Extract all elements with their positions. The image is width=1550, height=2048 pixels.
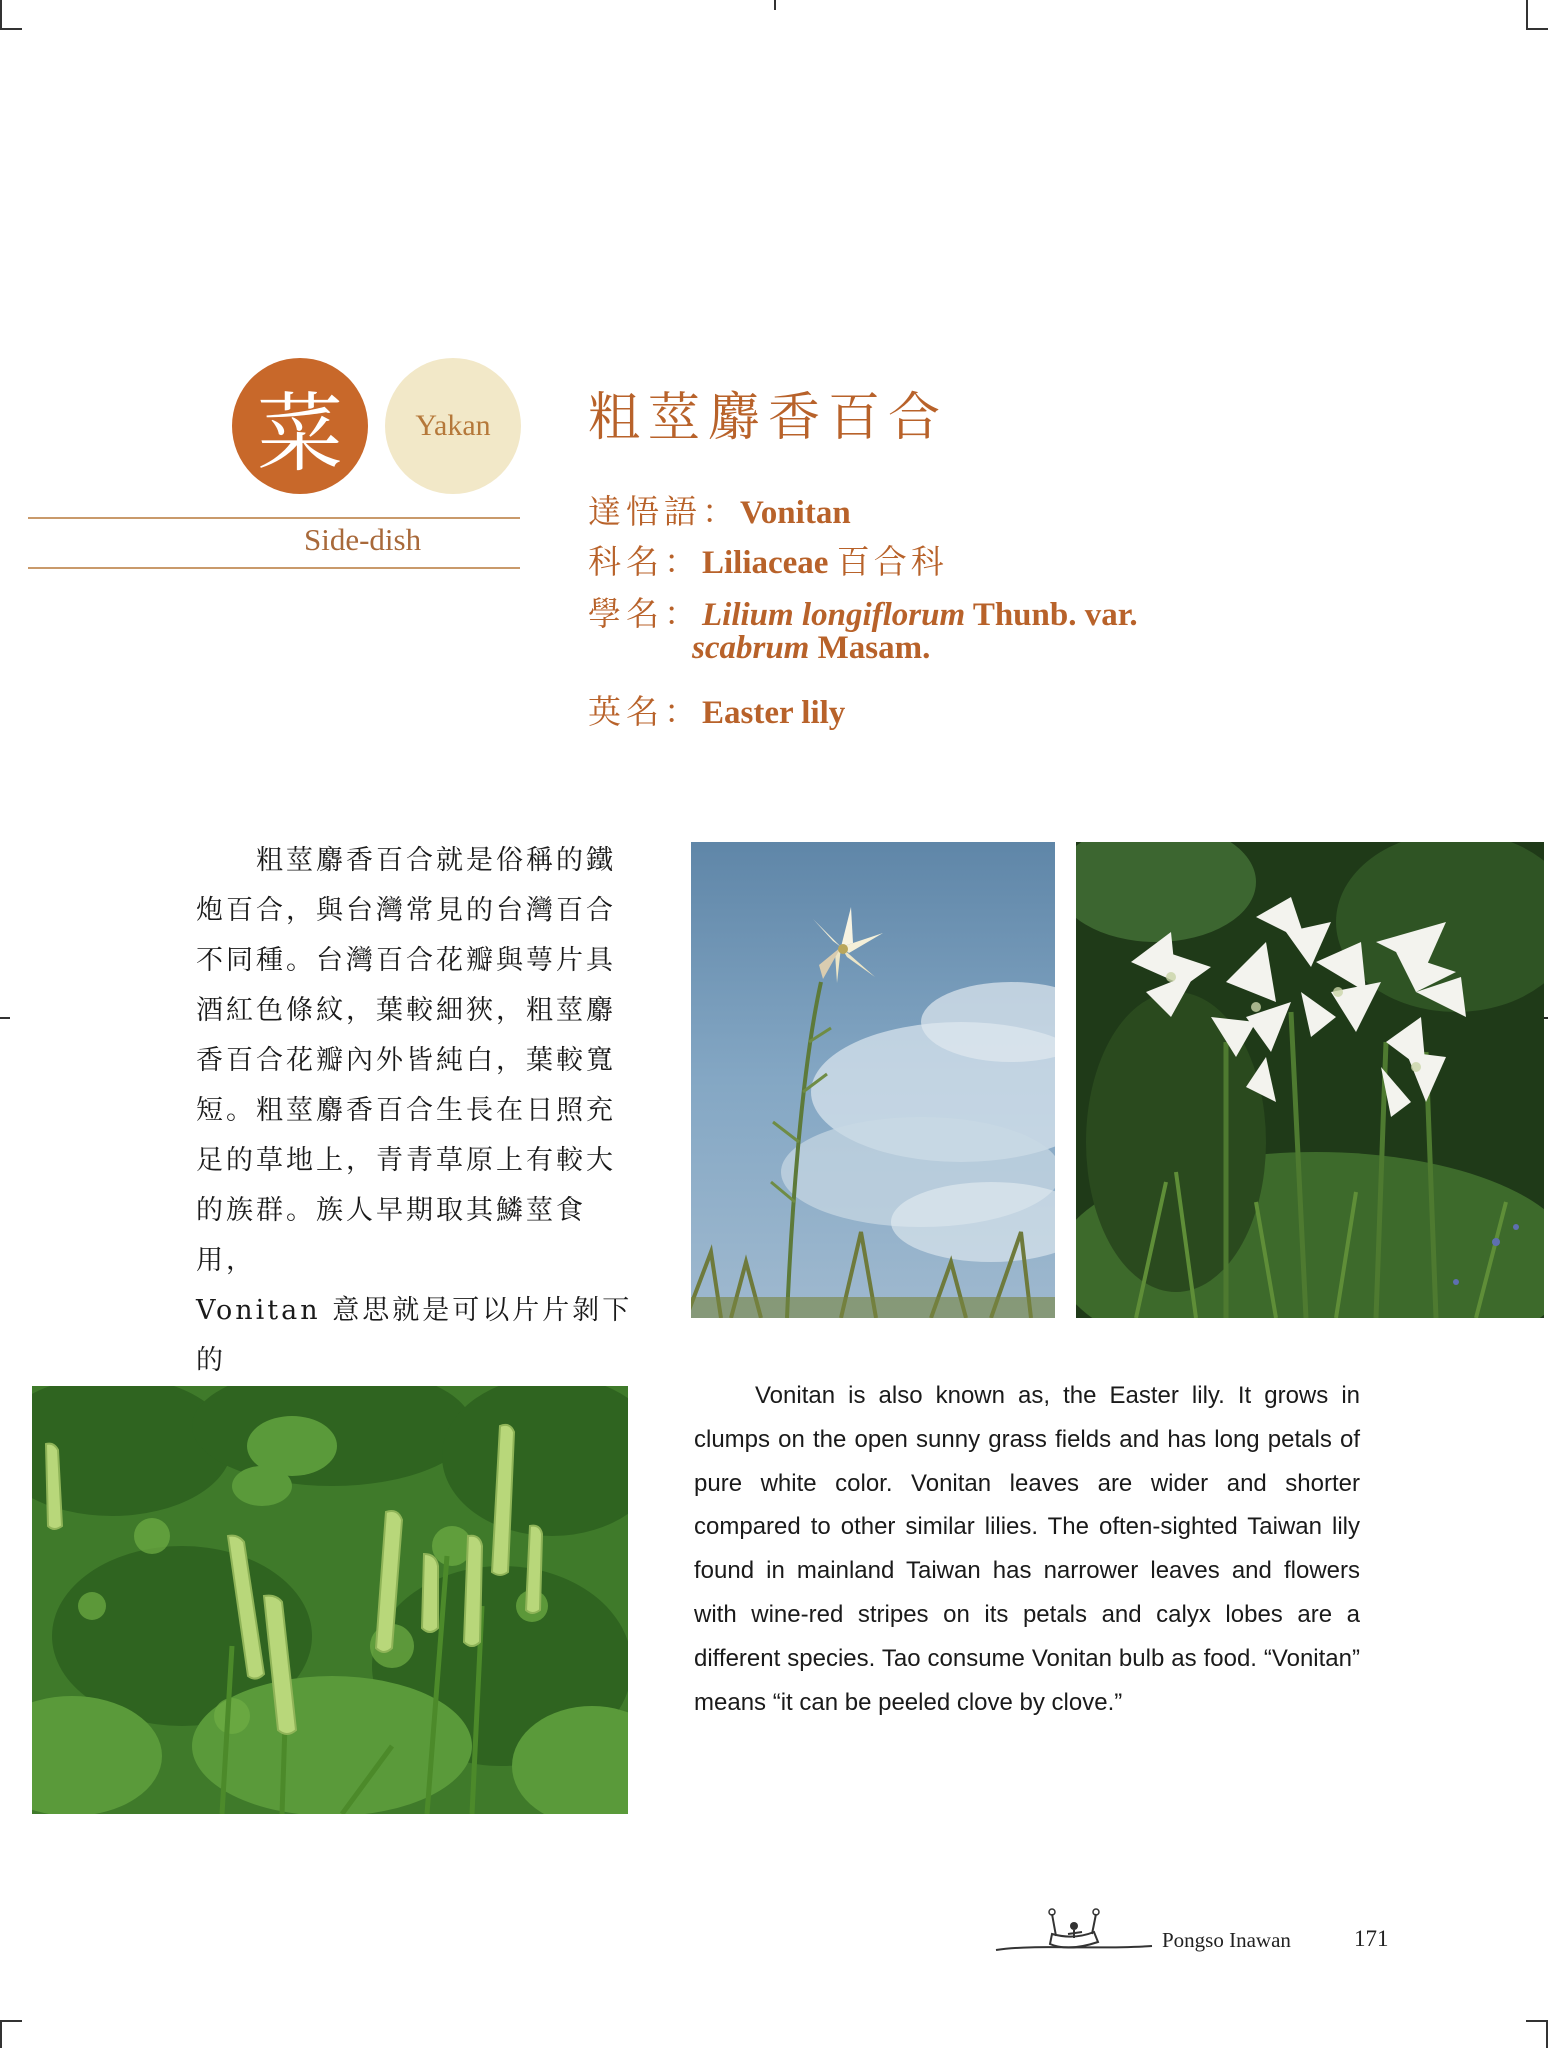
crop-mark [774,0,776,10]
scientific-author: Thunb. var. [972,597,1138,633]
category-char: 菜 [257,384,343,484]
footer-book-title: Pongso Inawan [1162,1928,1291,1952]
photo-lily-cluster [1076,842,1544,1318]
category-circle [232,358,368,494]
scientific-genus: Lilium longiflorum [702,597,966,633]
crop-mark [1526,2020,1548,2022]
text-line: 足的草地上，青青草原上有較大 [196,1145,616,1176]
family-latin: Liliaceae [702,545,829,581]
photo-lily-buds [32,1386,628,1814]
text-line: Vonitan 意思就是可以片片剝下的 [196,1295,633,1376]
page-title: 粗莖麝香百合 [588,388,949,448]
scientific-name-row [588,588,1138,635]
page-number: 171 [1354,1926,1389,1951]
scientific-name-label: 學名： [588,594,702,633]
scientific-variety: scabrum [692,630,810,666]
divider [28,567,520,569]
category-tao-label: Yakan [415,409,491,442]
family-zh: 百合科 [836,542,948,581]
text-line: 不同種。台灣百合花瓣與萼片具 [196,945,616,976]
text-line: 香百合花瓣內外皆純白，葉較寬 [196,1045,616,1076]
crop-mark [0,28,22,30]
crop-mark [1526,0,1528,30]
tao-name-label: 達悟語： [588,492,740,531]
scientific-var-row [692,630,930,667]
text-line: 的族群。族人早期取其鱗莖食用， [196,1195,586,1276]
english-description: Vonitan is also known as, the Easter lily. It grows in clumps on the open sunny grass fields and has long petals of pure white color. Vonitan leaves are wider and shorter compared to other similar lilies. The often-sighted Taiwan lily found in mainland Taiwan has narrower leaves and flowers with wine-red stripes on its petals and calyx lobes are a different species. Tao consume Vonitan bulb as food. “Vonitan” means “it can be peeled clove by clove.” [694,1382,1360,1716]
scientific-variety-author: Masam. [817,630,931,666]
tao-name-row [588,486,851,533]
crop-mark [1526,28,1548,30]
text-line: 酒紅色條紋，葉較細狹，粗莖麝 [196,995,616,1026]
canoe-illustration [994,1906,1156,1958]
english-name-value: Easter lily [702,695,846,731]
crop-mark [0,0,2,30]
divider [28,517,520,519]
text-line: 炮百合，與台灣常見的台灣百合 [196,895,616,926]
family-label: 科名： [588,542,702,581]
english-name-row [588,686,845,733]
english-name-label: 英名： [588,692,702,731]
chinese-description [196,836,634,1436]
text-line: 短。粗莖麝香百合生長在日照充 [196,1095,616,1126]
crop-mark [1546,2020,1548,2048]
crop-mark [0,2020,22,2022]
text-line: 粗莖麝香百合就是俗稱的鐵 [196,845,616,876]
category-tao-circle [385,358,521,494]
tao-name-value: Vonitan [740,495,851,531]
category-english-label: Side-dish [304,522,422,557]
photo-lily-sky [691,842,1055,1318]
family-row [588,536,948,583]
crop-mark [0,1017,10,1019]
crop-mark [0,2020,2,2048]
